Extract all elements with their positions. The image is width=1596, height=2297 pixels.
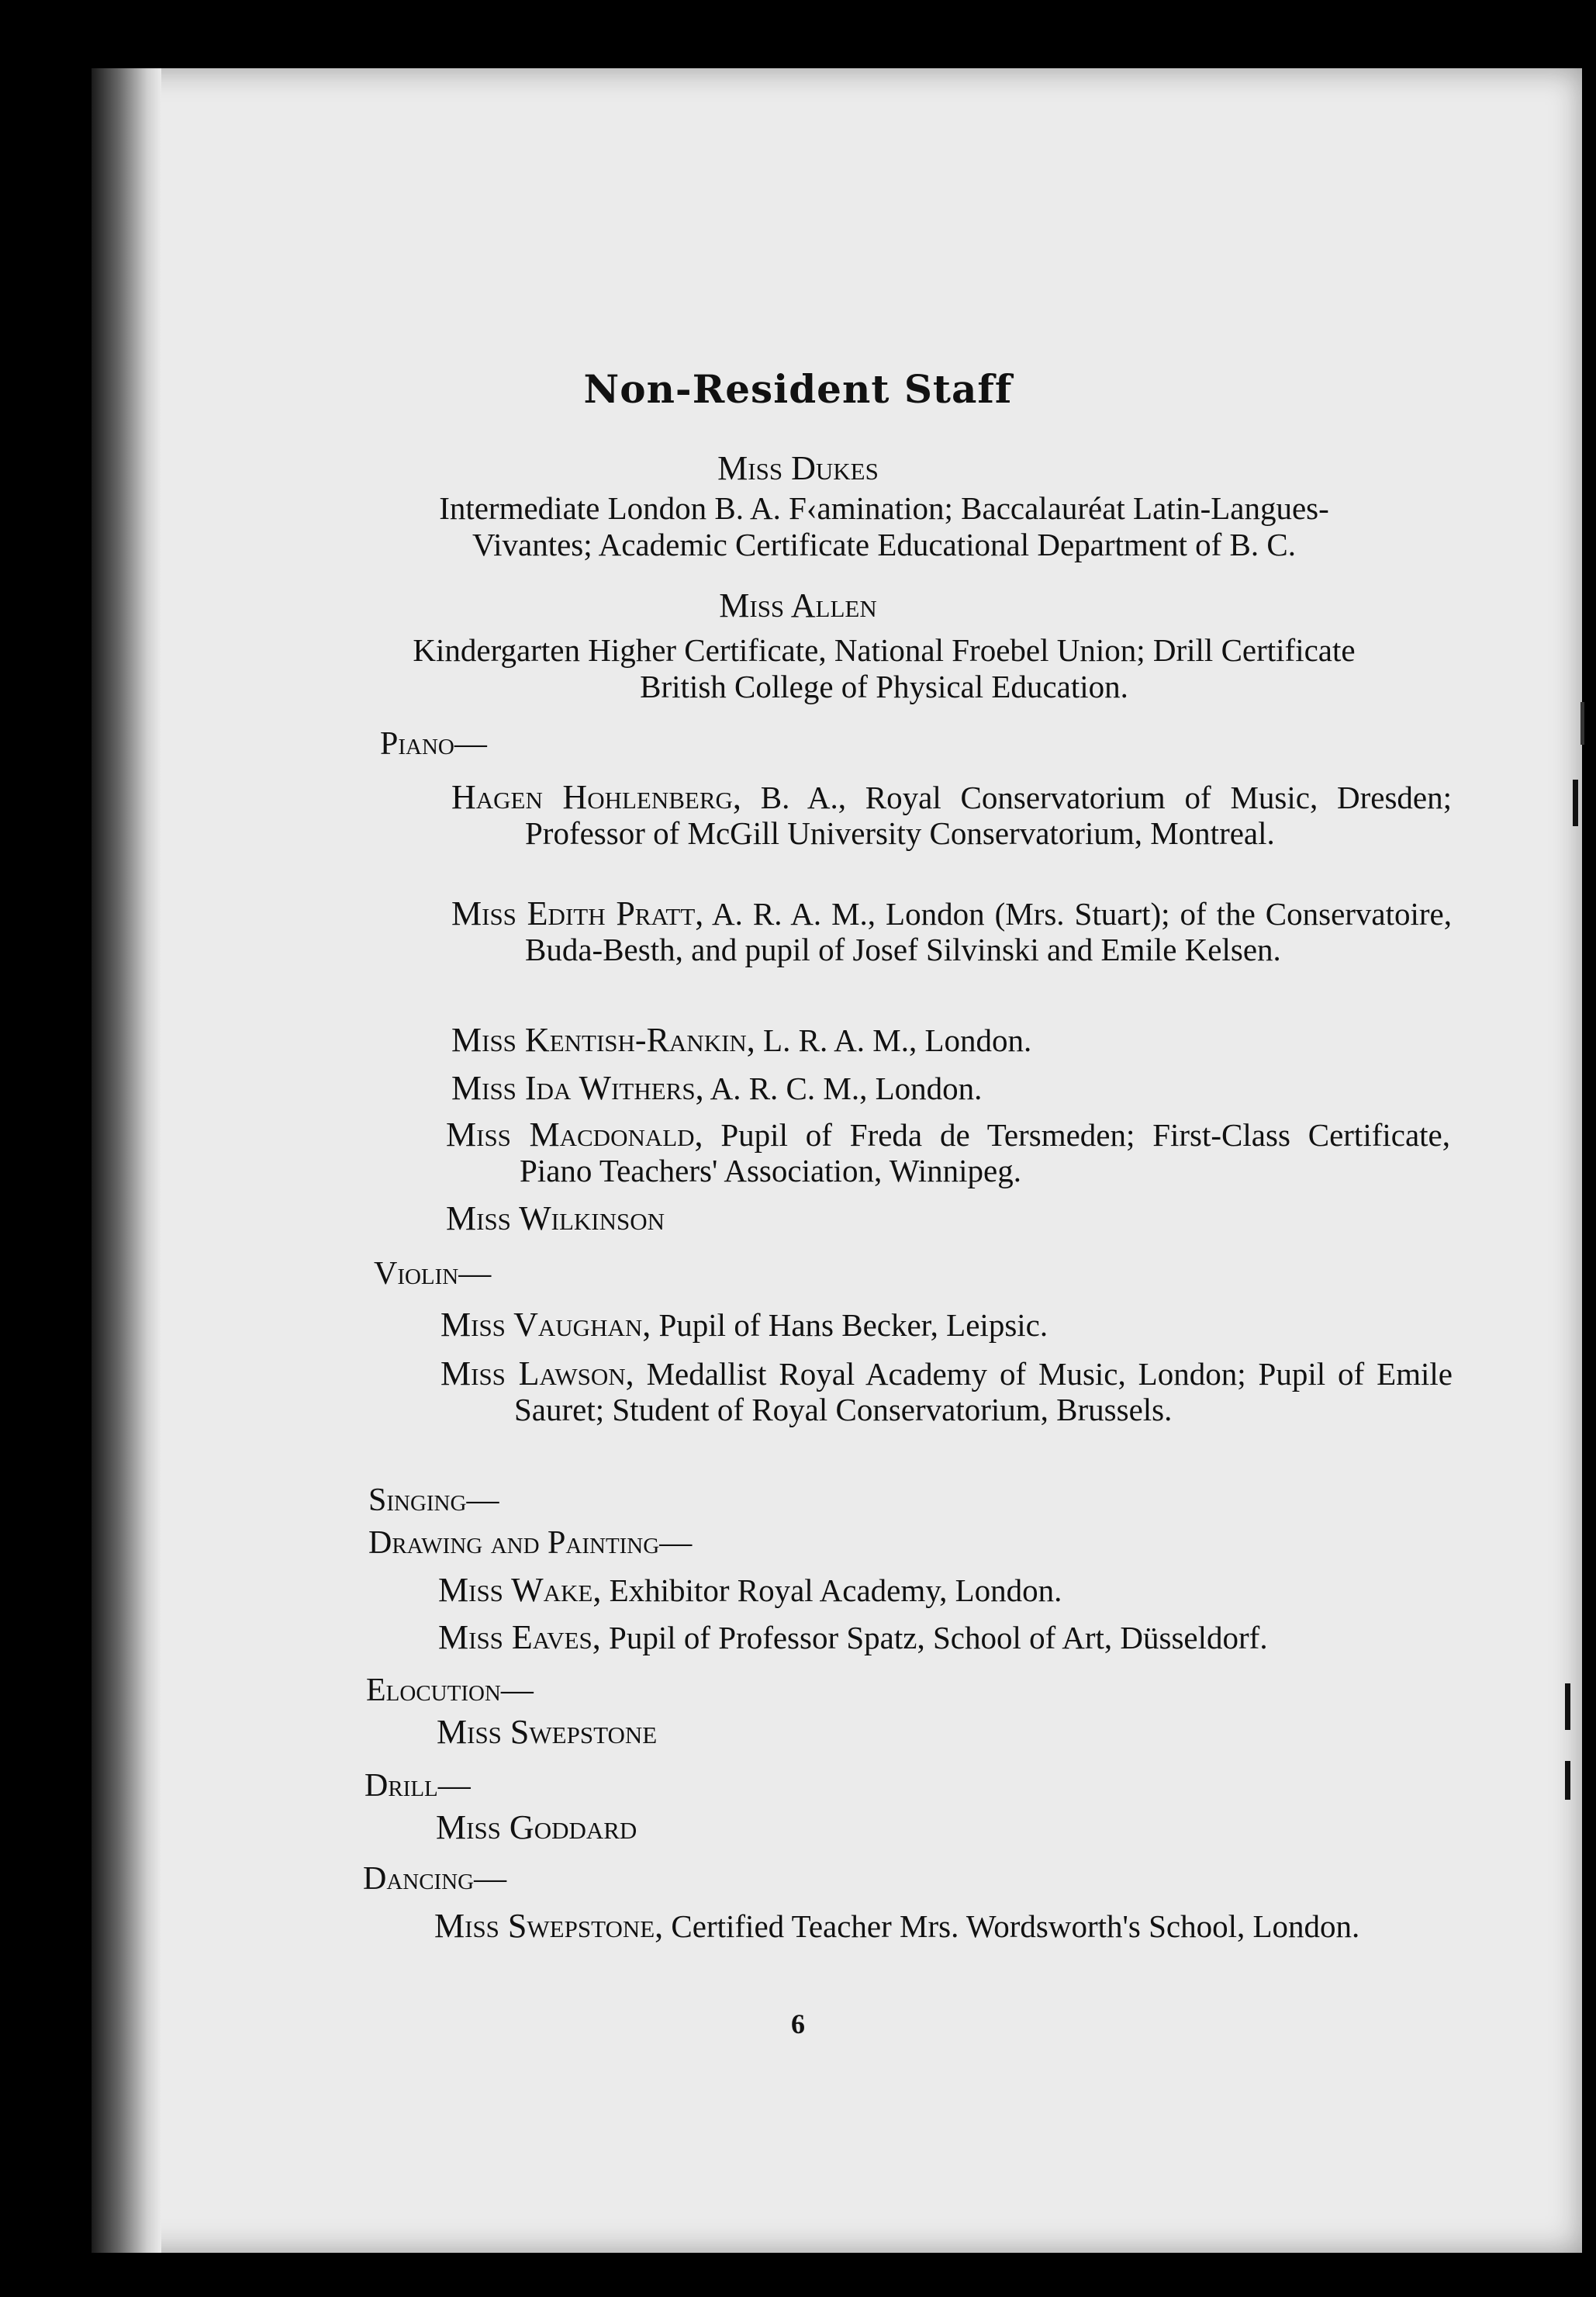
scan-artifact xyxy=(1565,1683,1570,1730)
staff-name-allen: Miss Allen xyxy=(719,586,877,624)
entry-name: Miss Ida Withers, xyxy=(451,1069,704,1107)
entry-details: B. A., Royal Conservatorium of Music, Dresden; Professor of McGill University Conservatorium, Montreal. xyxy=(525,780,1453,851)
entry-pratt xyxy=(451,896,1452,967)
entry-details: Pupil of Hans Becker, Leipsic. xyxy=(651,1307,1048,1343)
entry-swepstone-dancing xyxy=(434,1908,1450,1944)
entry-name: Miss Vaughan, xyxy=(440,1306,651,1344)
section-heading-elocution: Elocution— xyxy=(366,1673,534,1708)
entry-name: Miss Wake, xyxy=(438,1571,602,1609)
entry-details: A. R. C. M., London. xyxy=(703,1071,983,1106)
entry-eaves xyxy=(438,1620,1454,1655)
entry-vaughan xyxy=(440,1307,1453,1343)
entry-name: Hagen Hohlenberg, xyxy=(451,778,741,816)
staff-qualifications-allen: Kindergarten Higher Certificate, National Froebel Union; Drill Certificate British College of Physical Education. xyxy=(413,632,1356,704)
staff-name-dukes: Miss Dukes xyxy=(717,449,879,487)
entry-details: A. R. A. M., London (Mrs. Stuart); of the Conservatoire, Buda-Besth, and pupil of Josef Silvinski and Emile Kelsen. xyxy=(525,896,1453,967)
page-number: 6 xyxy=(791,2008,805,2039)
section-heading-drawing-painting: Drawing and Painting— xyxy=(368,1525,693,1561)
entry-macdonald xyxy=(446,1117,1450,1188)
section-heading-piano: Piano— xyxy=(380,726,487,762)
entry-name: Miss Lawson, xyxy=(440,1354,634,1392)
entry-name: Miss Eaves, xyxy=(438,1618,601,1656)
staff-qualifications-dukes: Intermediate London B. A. F‹amination; Baccalauréat Latin-Langues-Vivantes; Academic Certificate Educational Department of B. C. xyxy=(439,490,1329,562)
entry-details: Pupil of Professor Spatz, School of Art, Düsseldorf. xyxy=(600,1620,1268,1655)
entry-wake xyxy=(438,1572,1454,1608)
entry-name: Miss Wilkinson xyxy=(446,1199,665,1237)
entry-details: L. R. A. M., London. xyxy=(755,1022,1032,1058)
entry-details: Certified Teacher Mrs. Wordsworth's School, London. xyxy=(663,1908,1360,1944)
entry-details: Pupil of Freda de Tersmeden; First-Class Certificate, Piano Teachers' Association, Winnipeg. xyxy=(520,1117,1450,1188)
entry-details: Exhibitor Royal Academy, London. xyxy=(601,1572,1062,1608)
section-heading-singing: Singing— xyxy=(368,1482,499,1518)
entry-withers xyxy=(451,1071,1452,1106)
section-heading-violin: Violin— xyxy=(374,1256,492,1292)
entry-wilkinson xyxy=(446,1201,1450,1237)
entry-name: Miss Macdonald, xyxy=(446,1116,703,1154)
entry-name: Miss Swepstone, xyxy=(434,1907,664,1945)
section-heading-dancing: Dancing— xyxy=(363,1861,507,1897)
scan-artifact xyxy=(1565,1761,1570,1800)
scan-artifact xyxy=(1580,702,1584,745)
entry-name: Miss Kentish-Rankin, xyxy=(451,1021,755,1059)
entry-lawson xyxy=(440,1356,1453,1427)
entry-goddard xyxy=(436,1810,1452,1846)
entry-kentish-rankin xyxy=(451,1022,1452,1058)
entry-details: Medallist Royal Academy of Music, London; Pupil of Emile Sauret; Student of Royal Conservatorium, Brussels. xyxy=(514,1356,1453,1427)
page-title: Non-Resident Staff xyxy=(583,366,1013,412)
entry-name: Miss Goddard xyxy=(436,1808,637,1846)
entry-name: Miss Edith Pratt, xyxy=(451,894,704,932)
section-heading-drill: Drill— xyxy=(364,1768,471,1804)
entry-hohlenberg xyxy=(451,780,1452,851)
entry-swepstone-elocution xyxy=(437,1714,1453,1750)
entry-name: Miss Swepstone xyxy=(437,1713,658,1751)
scan-artifact xyxy=(1573,780,1578,826)
